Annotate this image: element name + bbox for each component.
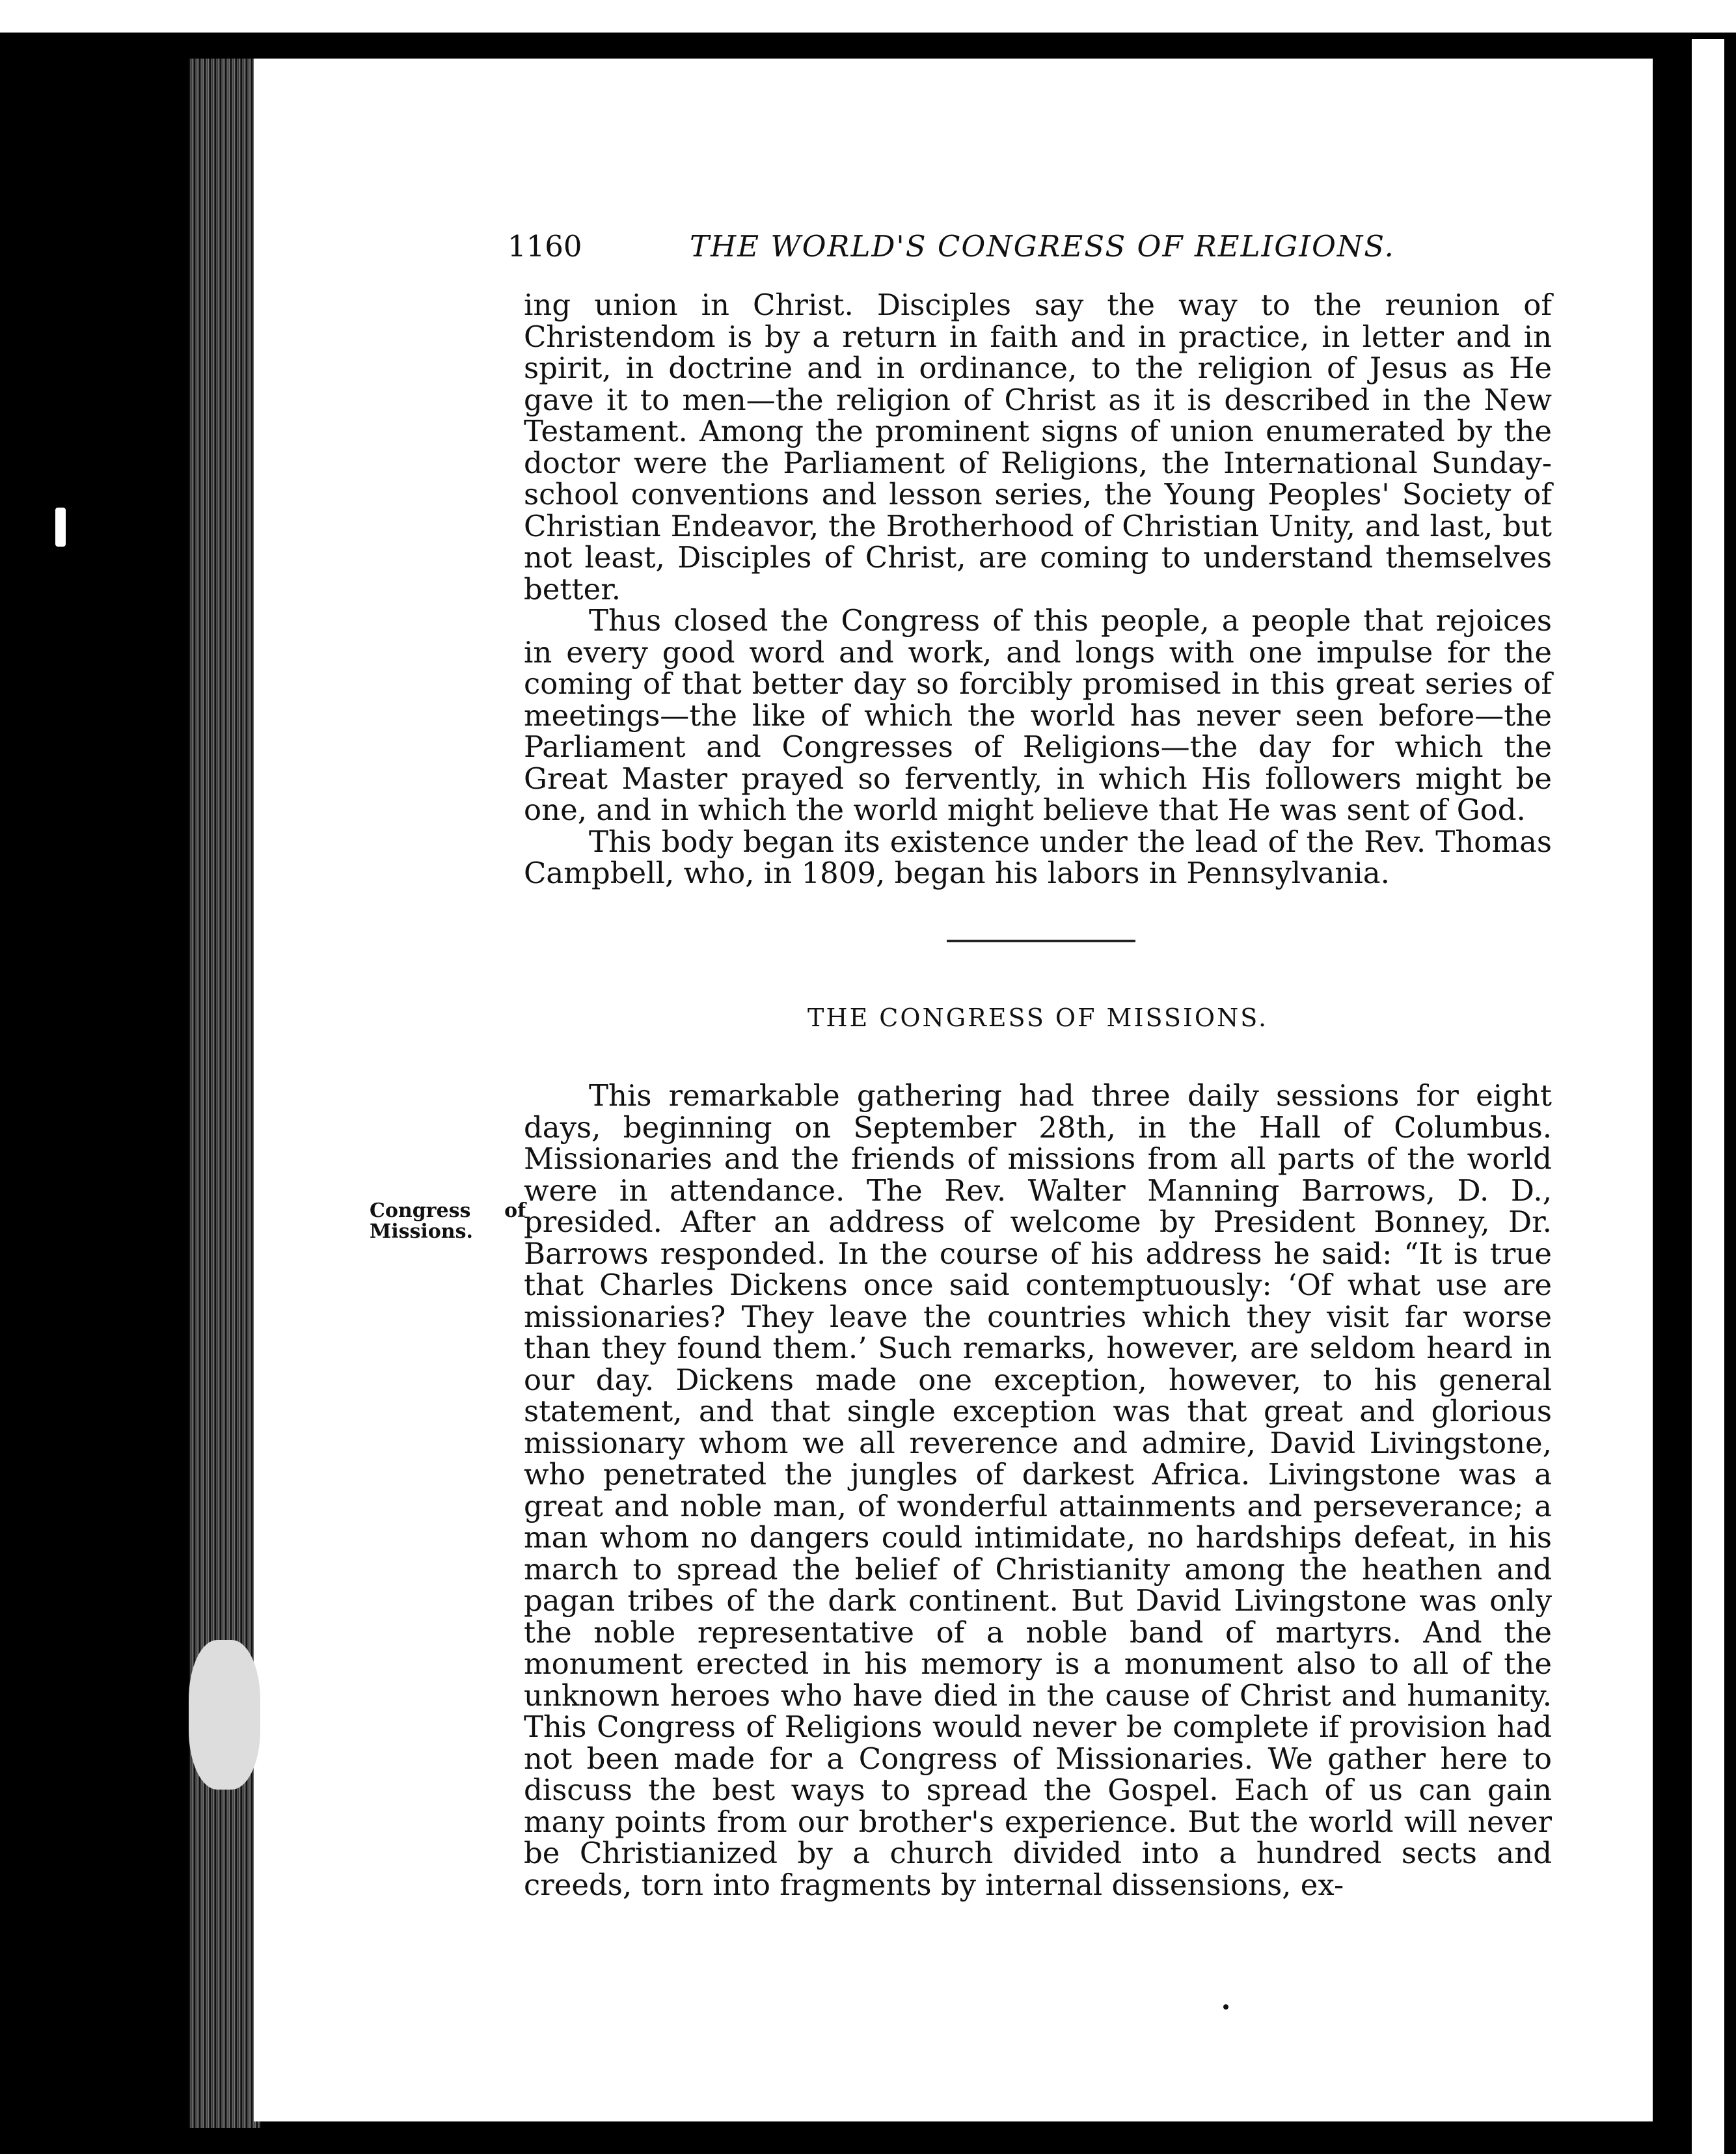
paragraph: This remarkable gathering had three daily sessions for eight days, beginning on September 28th, in the Hall of Columbus. Missionaries and the friends of missions from all parts of the world were in attendance. The Rev. Walter Manning Barrows, D. D., presided. After an address of welcome by President Bonney, Dr. Barrows responded. In the course of his address he said: “It is true that Charles Dickens once said contemptuously: ‘Of what use are missionaries? They leave the countries which they visit far worse than they found them.’ Such remarks, however, are seldom heard in our day. Dickens made one exception, however, to his general statement, and that single exception was that great and glorious missionary whom we all reverence and admire, David Livingstone, who penetrated the jungles of darkest Africa. Livingstone was a great and noble man, of wonderful attainments and perseverance; a man whom no dangers could intimidate, no hardships defeat, in his march to spread the belief of Christianity among the heathen and pagan tribes of the dark continent. But David Livingstone was only the noble representative of a noble band of martyrs. And the monument erected in his memory is a monument also to all of the unknown heroes who have died in the cause of Christ and humanity. This Congress of Religions would never be complete if provision had not been made for a Congress of Missionaries. We gather here to discuss the best ways to spread the Gospel. Each of us can gain many points from our brother's experience. But the world will never be Christianized by a church divided into a hundred sects and creeds, torn into fragments by internal dissensions, ex- bbox=[524, 1078, 1552, 1902]
section-divider bbox=[947, 940, 1135, 942]
paragraph: Thus closed the Congress of this people, a people that rejoices in every good word and work, and longs with one impulse for the coming of that better day so forcibly promised in this great series of meetings—the like of which the world has never seen before—the Parliament and Congresses of Religions—the day for which the Great Master prayed so fervently, in which His followers might be one, and in which the world might believe that He was sent of God. bbox=[524, 603, 1552, 827]
facing-page-edge bbox=[1692, 39, 1724, 2154]
running-title: THE WORLD'S CONGRESS OF RELIGIONS. bbox=[690, 229, 1395, 264]
page-number: 1160 bbox=[508, 229, 582, 264]
margin-note bbox=[370, 1201, 526, 1242]
body-text-section bbox=[524, 1080, 1552, 1901]
scan-artifact bbox=[189, 1640, 260, 1790]
scan-artifact bbox=[1223, 2004, 1228, 2010]
paragraph: ing union in Christ. Disciples say the way to the reunion of Christendom is by a return in faith and in practice, in letter and in spirit, in doctrine and in ordinance, to the religion of Jesus as He gave it to men—the religion of Christ as it is described in the New Testament. Among the prominent signs of union enumerated by the doctor were the Parliament of Religions, the International Sunday-school conventions and lesson series, the Young Peoples' Society of Christian Endeavor, the Brotherhood of Christian Unity, and last, but not least, Disciples of Christ, are coming to understand themselves better. bbox=[524, 288, 1552, 607]
margin-note-line: Missions. bbox=[370, 1220, 473, 1243]
margin-note-line: Congress of bbox=[370, 1199, 526, 1222]
scan-top-margin bbox=[0, 0, 1736, 33]
running-head bbox=[508, 229, 1614, 275]
scan-artifact bbox=[55, 508, 66, 547]
page-edges bbox=[189, 59, 260, 2128]
section-heading: THE CONGRESS OF MISSIONS. bbox=[807, 1003, 1269, 1032]
paragraph: This body began its existence under the lead of the Rev. Thomas Campbell, who, in 1809, began his labors in Pennsylvania. bbox=[524, 824, 1552, 890]
body-text-top bbox=[524, 290, 1552, 890]
